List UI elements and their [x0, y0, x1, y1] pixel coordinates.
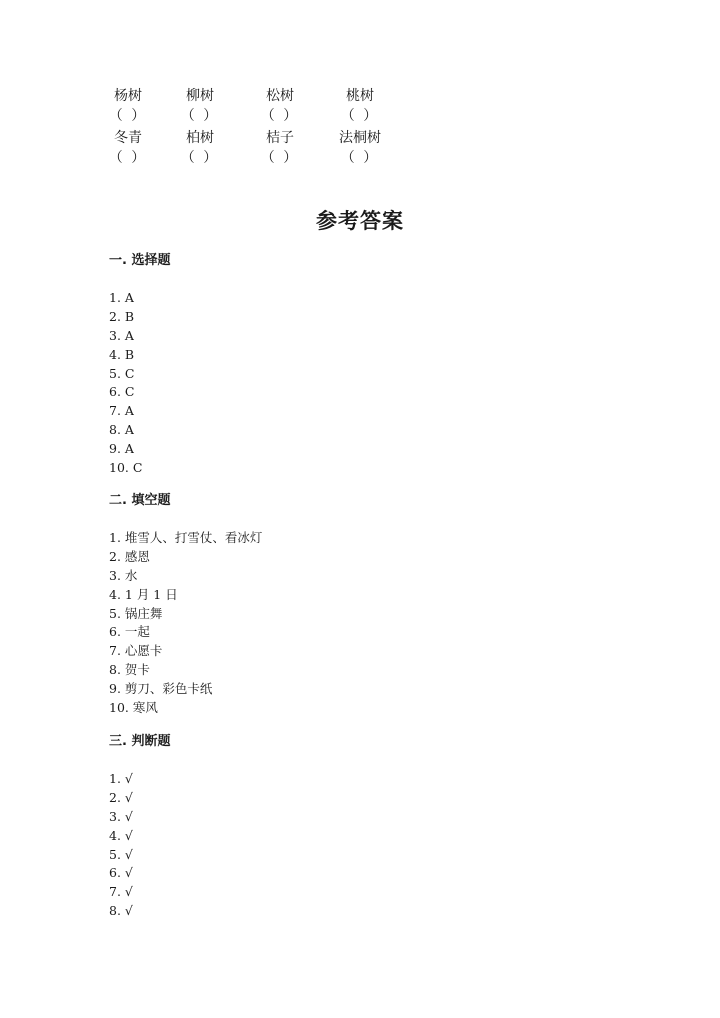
tree-name: 柏树	[186, 130, 214, 146]
section-choice	[109, 251, 609, 478]
answer-item: 9. 剪刀、彩色卡纸	[109, 681, 213, 697]
answer-item: 9. A	[109, 441, 134, 457]
answer-blank[interactable]: （ ）	[260, 108, 300, 124]
answer-item: 4. B	[109, 346, 135, 362]
answer-item: 7. A	[109, 403, 134, 419]
answer-list	[109, 529, 609, 718]
answer-list	[109, 770, 609, 921]
tree-name: 杨树	[114, 88, 142, 104]
answer-item: 7. √	[109, 884, 133, 900]
answer-item: 1. √	[109, 771, 133, 786]
section-heading: 一. 选择题	[109, 253, 171, 268]
tree-row	[100, 128, 400, 170]
answer-item: 3. 水	[109, 567, 138, 583]
tree-name: 桔子	[266, 130, 294, 146]
answer-blank[interactable]: （ ）	[108, 108, 148, 124]
answer-item: 6. √	[109, 865, 133, 881]
answer-item: 1. 堆雪人、打雪仗、看冰灯	[109, 530, 263, 545]
tree-cell	[316, 86, 404, 128]
tree-cell	[100, 128, 156, 170]
answer-list	[109, 289, 609, 478]
answer-item: 10. 寒风	[109, 700, 158, 716]
answer-item: 2. 感恩	[109, 548, 150, 564]
answer-blank[interactable]: （ ）	[180, 108, 220, 124]
section-fill	[109, 491, 609, 718]
answer-item: 5. √	[109, 846, 133, 862]
tree-cell	[100, 86, 156, 128]
tree-name: 桃树	[346, 88, 374, 104]
answer-item: 8. 贺卡	[109, 662, 150, 678]
answer-item: 2. B	[109, 308, 135, 324]
answers-title: 参考答案	[316, 208, 404, 233]
tree-name: 柳树	[186, 88, 214, 104]
answer-item: 8. A	[109, 422, 134, 438]
answer-item: 10. C	[109, 460, 143, 476]
answer-item: 6. C	[109, 384, 135, 400]
answer-item: 4. 1 月 1 日	[109, 586, 178, 602]
tree-name: 松树	[266, 88, 294, 104]
answer-blank[interactable]: （ ）	[340, 108, 380, 124]
answer-blank[interactable]: （ ）	[260, 150, 300, 166]
tree-cell	[244, 86, 316, 128]
tree-cell	[156, 128, 244, 170]
answer-item: 2. √	[109, 789, 133, 805]
answer-item: 1. A	[109, 290, 134, 305]
tree-row	[100, 86, 400, 128]
section-heading: 二. 填空题	[109, 493, 171, 508]
answer-item: 7. 心愿卡	[109, 643, 163, 659]
tree-cell	[316, 128, 404, 170]
tree-cell	[156, 86, 244, 128]
answer-item: 4. √	[109, 827, 133, 843]
tree-grid	[100, 86, 400, 170]
tree-name: 冬青	[114, 130, 142, 146]
answer-item: 8. √	[109, 903, 133, 919]
answer-item: 5. C	[109, 365, 135, 381]
answer-blank[interactable]: （ ）	[180, 150, 220, 166]
section-judge	[109, 732, 609, 921]
tree-cell	[244, 128, 316, 170]
answer-blank[interactable]: （ ）	[340, 150, 380, 166]
answer-item: 6. 一起	[109, 624, 150, 640]
answer-item: 3. A	[109, 327, 134, 343]
tree-name: 法桐树	[339, 130, 381, 146]
answer-blank[interactable]: （ ）	[108, 150, 148, 166]
answer-item: 3. √	[109, 808, 133, 824]
answer-item: 5. 锅庄舞	[109, 605, 163, 621]
section-heading: 三. 判断题	[109, 734, 171, 749]
